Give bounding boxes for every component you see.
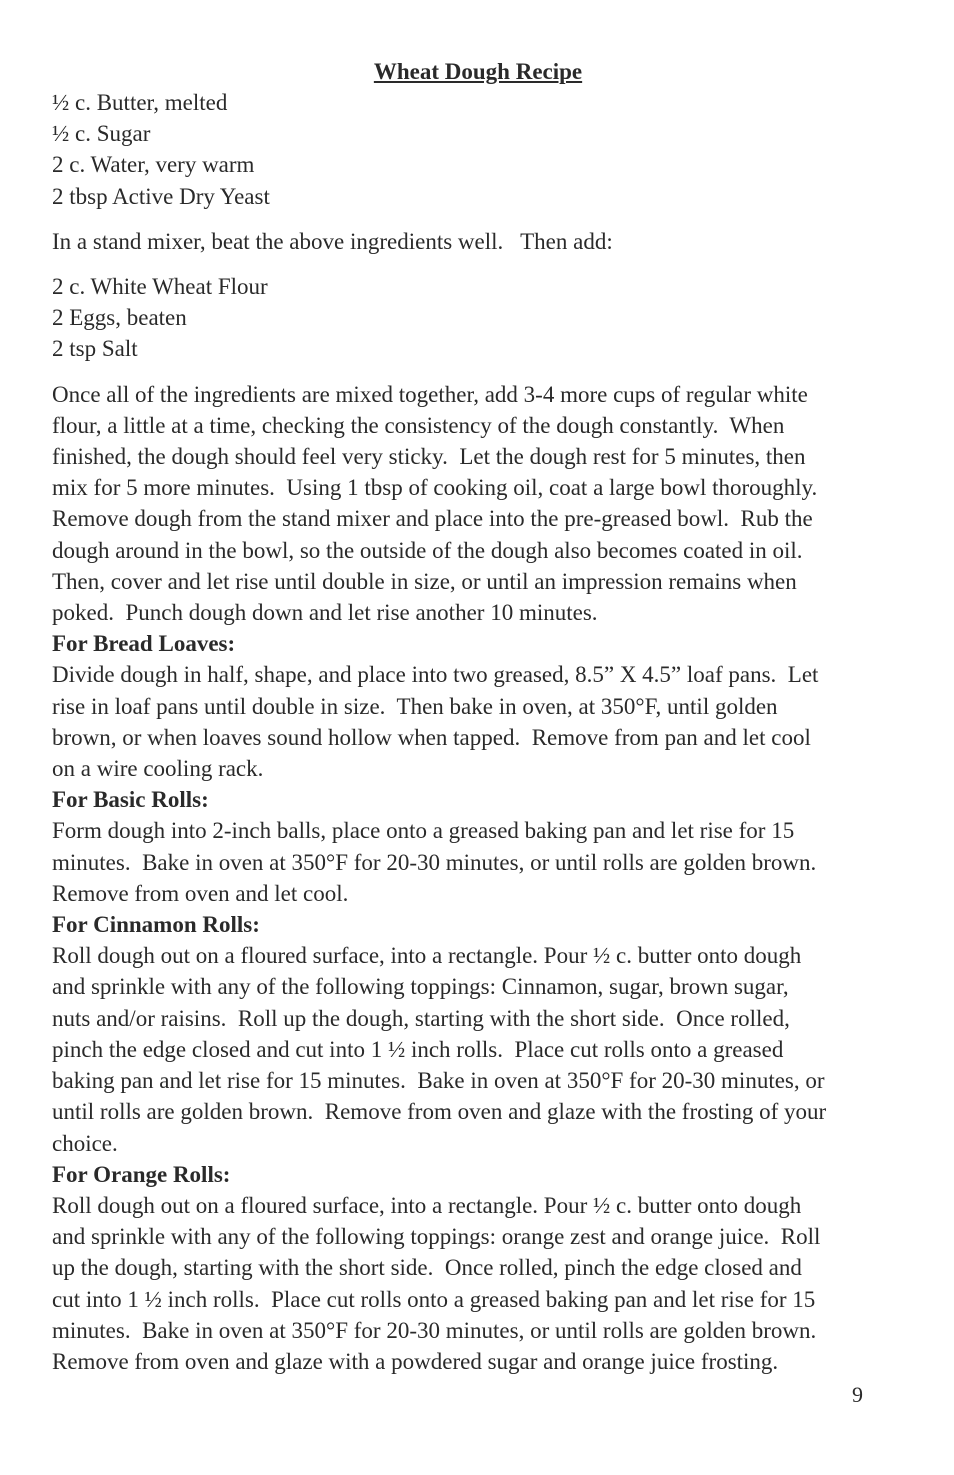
section-line: until rolls are golden brown. Remove from oven and glaze with the frosting of your bbox=[52, 1099, 827, 1125]
section-orange-rolls bbox=[52, 1159, 904, 1377]
section-line: on a wire cooling rack. bbox=[52, 756, 264, 782]
section-line: Remove from oven and glaze with a powdered sugar and orange juice frosting. bbox=[52, 1348, 779, 1374]
paragraph-line: mix for 5 more minutes. Using 1 tbsp of cooking oil, coat a large bowl thoroughly. bbox=[52, 475, 818, 501]
section-heading: For Orange Rolls: bbox=[52, 1161, 231, 1187]
section-bread-loaves bbox=[52, 628, 904, 784]
ingredient-item: 2 c. White Wheat Flour bbox=[52, 274, 268, 300]
paragraph-line: finished, the dough should feel very sticky. Let the dough rest for 5 minutes, then bbox=[52, 444, 806, 470]
section-line: baking pan and let rise for 15 minutes. Bake in oven at 350°F for 20-30 minutes, or bbox=[52, 1068, 825, 1094]
section-line: rise in loaf pans until double in size. Then bake in oven, at 350°F, until golden bbox=[52, 693, 778, 719]
section-line: choice. bbox=[52, 1130, 118, 1156]
paragraph-line: Then, cover and let rise until double in size, or until an impression remains when bbox=[52, 568, 797, 594]
main-instructions bbox=[52, 379, 904, 629]
section-line: nuts and/or raisins. Roll up the dough, starting with the short side. Once rolled, bbox=[52, 1005, 790, 1031]
section-line: cut into 1 ½ inch rolls. Place cut rolls onto a greased baking pan and let rise for 15 bbox=[52, 1286, 816, 1312]
ingredient-item: 2 Eggs, beaten bbox=[52, 305, 187, 331]
spacer bbox=[52, 365, 904, 379]
section-line: minutes. Bake in oven at 350°F for 20-30 minutes, or until rolls are golden brown. bbox=[52, 1317, 817, 1343]
ingredient-item: ½ c. Sugar bbox=[52, 121, 151, 147]
section-line: and sprinkle with any of the following toppings: Cinnamon, sugar, brown sugar, bbox=[52, 974, 789, 1000]
section-line: minutes. Bake in oven at 350°F for 20-30 minutes, or until rolls are golden brown. bbox=[52, 849, 817, 875]
section-basic-rolls bbox=[52, 784, 904, 909]
section-heading: For Basic Rolls: bbox=[52, 787, 209, 813]
paragraph-line: Remove dough from the stand mixer and place into the pre-greased bowl. Rub the bbox=[52, 506, 813, 532]
ingredient-list-1 bbox=[52, 87, 904, 212]
paragraph-line: poked. Punch dough down and let rise another 10 minutes. bbox=[52, 600, 598, 626]
section-cinnamon-rolls bbox=[52, 909, 904, 1159]
page-number: 9 bbox=[852, 1382, 863, 1407]
section-line: Roll dough out on a floured surface, into a rectangle. Pour ½ c. butter onto dough bbox=[52, 1192, 802, 1218]
section-line: and sprinkle with any of the following toppings: orange zest and orange juice. Roll bbox=[52, 1224, 821, 1250]
paragraph-line: flour, a little at a time, checking the consistency of the dough constantly. When bbox=[52, 412, 785, 438]
section-line: brown, or when loaves sound hollow when tapped. Remove from pan and let cool bbox=[52, 724, 811, 750]
section-line: up the dough, starting with the short side. Once rolled, pinch the edge closed and bbox=[52, 1255, 802, 1281]
instruction-text: In a stand mixer, beat the above ingredients well. Then add: bbox=[52, 228, 613, 254]
ingredient-list-2 bbox=[52, 271, 904, 365]
section-line: Form dough into 2-inch balls, place onto a greased baking pan and let rise for 15 bbox=[52, 818, 795, 844]
section-line: Divide dough in half, shape, and place into two greased, 8.5” X 4.5” loaf pans. Let bbox=[52, 662, 819, 688]
section-line: Remove from oven and let cool. bbox=[52, 880, 349, 906]
paragraph-line: Once all of the ingredients are mixed together, add 3-4 more cups of regular white bbox=[52, 381, 808, 407]
ingredient-item: ½ c. Butter, melted bbox=[52, 90, 228, 115]
ingredient-item: 2 tsp Salt bbox=[52, 336, 138, 362]
recipe-title: Wheat Dough Recipe bbox=[373, 59, 583, 84]
ingredient-item: 2 tbsp Active Dry Yeast bbox=[52, 183, 270, 209]
paragraph-line: dough around in the bowl, so the outside of the dough also becomes coated in oil. bbox=[52, 537, 803, 563]
spacer bbox=[52, 257, 904, 271]
recipe-page bbox=[52, 56, 904, 1377]
ingredient-item: 2 c. Water, very warm bbox=[52, 152, 255, 178]
section-line: pinch the edge closed and cut into 1 ½ inch rolls. Place cut rolls onto a greased bbox=[52, 1036, 784, 1062]
section-heading: For Bread Loaves: bbox=[52, 631, 236, 657]
spacer bbox=[52, 212, 904, 226]
section-line: Roll dough out on a floured surface, into a rectangle. Pour ½ c. butter onto dough bbox=[52, 943, 802, 969]
section-heading: For Cinnamon Rolls: bbox=[52, 912, 260, 938]
